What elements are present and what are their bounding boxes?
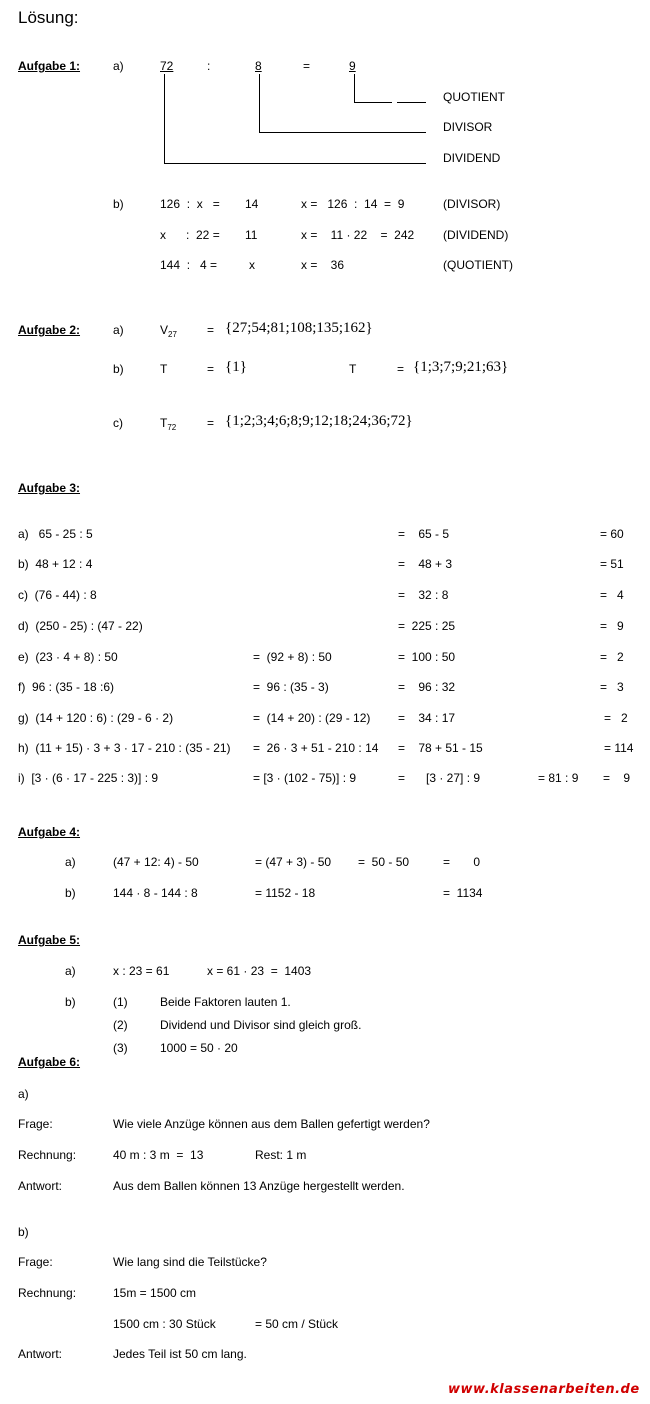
task-4b-step-2: = 1152 - 18 (255, 886, 316, 900)
task-4a-step-3: = 50 - 50 (358, 855, 410, 869)
task-2c-equals: = (207, 416, 215, 430)
quotient-underline-1 (354, 102, 392, 103)
task-1b3-term: (QUOTIENT) (443, 258, 513, 272)
task-6a-label: a) (18, 1087, 29, 1101)
task-3-row-s2: = (14 + 20) : (29 - 12) (253, 711, 371, 725)
task-3-row-expr: b) 48 + 12 : 4 (18, 557, 93, 571)
task-3-row-s3: = 48 + 3 (398, 557, 453, 571)
task-3-row-s3: = 65 - 5 (398, 527, 450, 541)
task-5-heading: Aufgabe 5: (18, 933, 81, 947)
divisor-value: 8 (255, 59, 262, 73)
multiples-set: {27;54;81;108;135;162} (225, 320, 373, 336)
task-3-row-s4: = 4 (600, 588, 624, 602)
quotient-label: QUOTIENT (443, 90, 505, 104)
task-4b-expression: 144 · 8 - 144 : 8 (113, 886, 198, 900)
task-1b2-result: 11 (245, 228, 258, 242)
divisor-set-72: {1;2;3;4;6;8;9;12;18;24;36;72} (225, 413, 413, 429)
task-4a-label: a) (65, 855, 76, 869)
task-3-row-s3: = 34 : 17 (398, 711, 456, 725)
task-3-row-s2: = 26 · 3 + 51 - 210 : 14 (253, 741, 379, 755)
task-5a-equation: x : 23 = 61 (113, 964, 170, 978)
task-4-heading: Aufgabe 4: (18, 825, 81, 839)
task-6a-antwort: Aus dem Ballen können 13 Anzüge hergestellt werden. (113, 1179, 405, 1193)
task-5a-solution: x = 61 · 23 = 1403 (207, 964, 312, 978)
site-logo-link[interactable]: www.klassenarbeiten.de (448, 1382, 640, 1397)
task-6b-rechnung-result: = 50 cm / Stück (255, 1317, 339, 1331)
task-5b-item-1-num: (1) (113, 995, 128, 1009)
task-4a-result: = 0 (443, 855, 481, 869)
task-5b-item-1-text: Beide Faktoren lauten 1. (160, 995, 291, 1009)
task-6b-antwort-label: Antwort: (18, 1347, 63, 1361)
task-6a-antwort-label: Antwort: (18, 1179, 63, 1193)
task-2a-equals: = (207, 323, 215, 337)
task-2b-equals-1: = (207, 362, 215, 376)
row-i-step-2: = [3 · (102 - 75)] : 9 (253, 771, 357, 785)
dividend-label: DIVIDEND (443, 151, 501, 165)
task-2c-label: c) (113, 416, 123, 430)
task-6b-antwort: Jedes Teil ist 50 cm lang. (113, 1347, 247, 1361)
equals-sign: = (303, 59, 311, 73)
task-3-row-s3: = 100 : 50 (398, 650, 456, 664)
task-1b3-equation: 144 : 4 = (160, 258, 218, 272)
row-i-equals: = (398, 771, 406, 785)
task-5b-item-2-text: Dividend und Divisor sind gleich groß. (160, 1018, 362, 1032)
task-6a-frage-text: Wie viele Anzüge können aus dem Ballen gefertigt werden? (113, 1117, 430, 1131)
task-3-row-s4: = 51 (600, 557, 624, 571)
task-3-row-s2: = (92 + 8) : 50 (253, 650, 332, 664)
task-6a-rechnung-label: Rechnung: (18, 1148, 77, 1162)
task-6b-frage-label: Frage: (18, 1255, 53, 1269)
task-1a-label: a) (113, 59, 124, 73)
task-6a-frage-label: Frage: (18, 1117, 53, 1131)
task-2b-equals-2: = (397, 362, 405, 376)
task-3-row-s4: = 3 (600, 680, 624, 694)
t-symbol-1: T (160, 362, 168, 376)
task-3-row-expr: c) (76 - 44) : 8 (18, 588, 97, 602)
quotient-value: 9 (349, 59, 356, 73)
task-3-row-expr: h) (11 + 15) · 3 + 3 · 17 - 210 : (35 - 21) (18, 741, 231, 755)
task-1b2-equation: x : 22 = (160, 228, 220, 242)
task-3-row-expr: f) 96 : (35 - 18 :6) (18, 680, 115, 694)
task-3-row-expr: g) (14 + 120 : 6) : (29 - 6 · 2) (18, 711, 174, 725)
task-4b-result: = 1134 (443, 886, 483, 900)
page-title: Lösung: (18, 8, 79, 27)
task-3-row-s4: = 2 (600, 650, 624, 664)
task-1b3-solution: x = 36 (301, 258, 345, 272)
task-4a-expression: (47 + 12: 4) - 50 (113, 855, 199, 869)
task-6a-rest: Rest: 1 m (255, 1148, 307, 1162)
task-2-heading: Aufgabe 2: (18, 323, 81, 337)
task-1b-label: b) (113, 197, 124, 211)
task-3-row-expr: e) (23 · 4 + 8) : 50 (18, 650, 118, 664)
divisor-underline (259, 132, 426, 133)
task-5b-label: b) (65, 995, 76, 1009)
task-1b2-solution: x = 11 · 22 = 242 (301, 228, 415, 242)
row-i-step-3: [3 · 27] : 9 (426, 771, 481, 785)
task-1b1-solution: x = 126 : 14 = 9 (301, 197, 405, 211)
task-5b-item-3-text: 1000 = 50 · 20 (160, 1041, 238, 1055)
v27-symbol: $V_{27}$ (160, 323, 177, 339)
task-3-heading: Aufgabe 3: (18, 481, 81, 495)
t72-symbol: $T_{72}$ (160, 416, 177, 432)
task-2a-label: a) (113, 323, 124, 337)
task-3-row-s3: = 78 + 51 - 15 (398, 741, 483, 755)
task-1b1-term: (DIVISOR) (443, 197, 501, 211)
division-sign: : (207, 59, 211, 73)
task-1b1-result: 14 (245, 197, 259, 211)
task-6b-frage-text: Wie lang sind die Teilstücke? (113, 1255, 267, 1269)
dividend-value: 72 (160, 59, 174, 73)
row-i-result: = 9 (603, 771, 631, 785)
task-6a-rechnung: 40 m : 3 m = 13 (113, 1148, 204, 1162)
task-3-row-s3: = 32 : 8 (398, 588, 449, 602)
divisor-bracket-line (259, 74, 260, 132)
task-1-heading: Aufgabe 1: (18, 59, 81, 73)
task-3-row-s4: = 9 (600, 619, 624, 633)
divisor-set-2: {1;3;7;9;21;63} (413, 359, 509, 375)
quotient-bracket-line (354, 74, 355, 102)
row-i-step-4: = 81 : 9 (538, 771, 579, 785)
divisor-label: DIVISOR (443, 120, 493, 134)
task-3-row-expr: d) (250 - 25) : (47 - 22) (18, 619, 143, 633)
task-5b-item-2-num: (2) (113, 1018, 128, 1032)
divisor-set-1: {1} (225, 359, 247, 375)
task-3-row-s4: = 60 (600, 527, 624, 541)
task-5b-item-3-num: (3) (113, 1041, 128, 1055)
task-1b3-result: x (249, 258, 255, 272)
task-3-row-s4: = 2 (604, 711, 628, 725)
task-5a-label: a) (65, 964, 76, 978)
task-4b-label: b) (65, 886, 76, 900)
quotient-underline-2 (397, 102, 426, 103)
task-4a-step-2: = (47 + 3) - 50 (255, 855, 332, 869)
task-3-row-expr: a) 65 - 25 : 5 (18, 527, 93, 541)
task-3-row-s3: = 96 : 32 (398, 680, 456, 694)
task-6b-rechnung-2: 1500 cm : 30 Stück (113, 1317, 216, 1331)
task-3-row-s4: = 114 (604, 741, 634, 755)
task-1b2-term: (DIVIDEND) (443, 228, 509, 242)
t-symbol-2: T (349, 362, 357, 376)
task-6-heading: Aufgabe 6: (18, 1055, 81, 1069)
task-6b-rechnung-label: Rechnung: (18, 1286, 77, 1300)
task-3-row-s3: = 225 : 25 (398, 619, 456, 633)
row-i-expression: i) [3 · (6 · 17 - 225 : 3)] : 9 (18, 771, 159, 785)
task-3-row-s2: = 96 : (35 - 3) (253, 680, 329, 694)
task-1b1-equation: 126 : x = (160, 197, 220, 211)
task-6b-label: b) (18, 1225, 29, 1239)
dividend-bracket-line (164, 74, 165, 163)
dividend-underline (164, 163, 426, 164)
task-6b-rechnung-1: 15m = 1500 cm (113, 1286, 197, 1300)
task-2b-label: b) (113, 362, 124, 376)
